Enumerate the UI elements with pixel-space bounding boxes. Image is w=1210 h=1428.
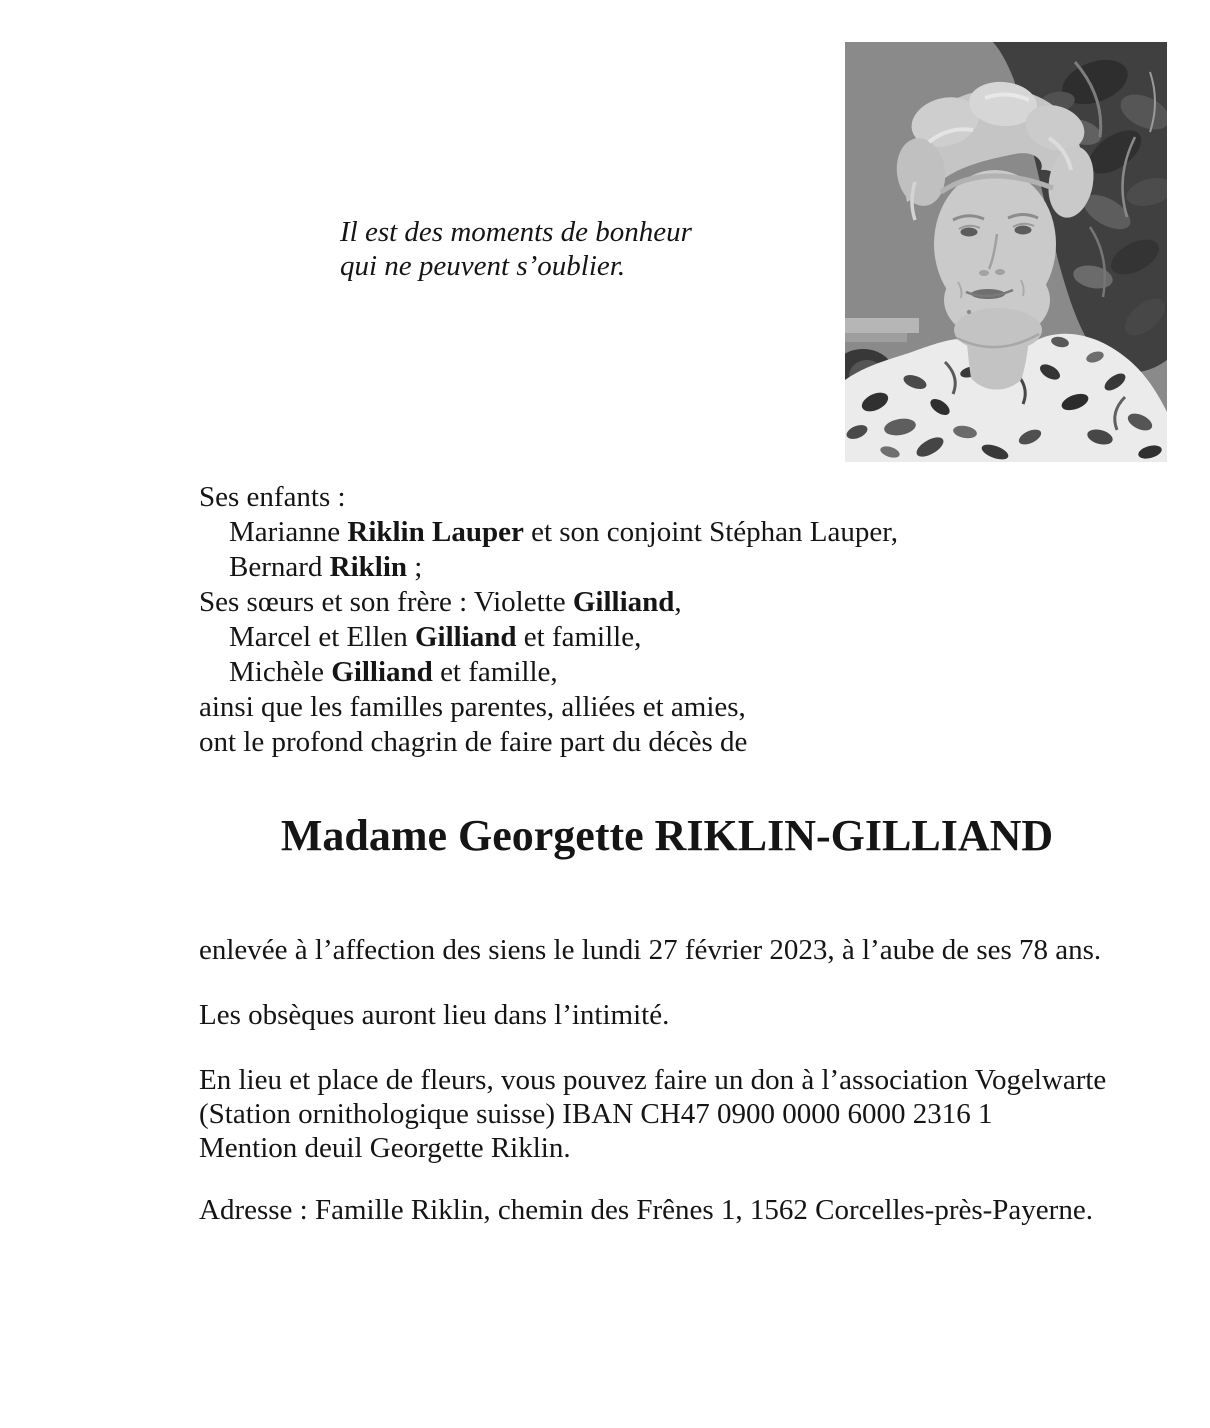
funeral-text: Les obsèques auront lieu dans l’intimité. <box>199 999 670 1031</box>
quote-line-1: Il est des moments de bonheur <box>340 216 692 248</box>
family-line-michele: Michèle Gilliand et famille, <box>229 656 558 688</box>
family-line-announcement: ont le profond chagrin de faire part du décès de <box>199 726 748 758</box>
portrait-photo <box>845 42 1167 462</box>
donation-text <box>199 1063 1106 1165</box>
donation-line-3: Mention deuil Georgette Riklin. <box>199 1132 571 1164</box>
family-line-marianne: Marianne Riklin Lauper et son conjoint Stéphan Lauper, <box>229 516 898 548</box>
deceased-name-title: Madame Georgette RIKLIN-GILLIAND <box>280 811 1054 860</box>
memorial-quote <box>340 215 692 283</box>
death-announcement-text: enlevée à l’affection des siens le lundi 27 février 2023, à l’aube de ses 78 ans. <box>199 934 1102 966</box>
donation-line-1: En lieu et place de fleurs, vous pouvez faire un don à l’association Vogelwarte <box>199 1064 1107 1096</box>
quote-line-2: qui ne peuvent s’oublier. <box>340 250 626 282</box>
portrait-image <box>845 42 1167 462</box>
family-list <box>199 480 898 760</box>
family-line-siblings-label: Ses sœurs et son frère : Violette Gilliand, <box>199 586 682 618</box>
family-line-bernard: Bernard Riklin ; <box>229 551 423 583</box>
family-line-relatives: ainsi que les familles parentes, alliées et amies, <box>199 691 746 723</box>
donation-line-2: (Station ornithologique suisse) IBAN CH47 0900 0000 6000 2316 1 <box>199 1098 993 1130</box>
family-line-children-label: Ses enfants : <box>199 481 346 513</box>
family-line-marcel-ellen: Marcel et Ellen Gilliand et famille, <box>229 621 642 653</box>
address-text: Adresse : Famille Riklin, chemin des Frênes 1, 1562 Corcelles-près-Payerne. <box>199 1194 1093 1226</box>
